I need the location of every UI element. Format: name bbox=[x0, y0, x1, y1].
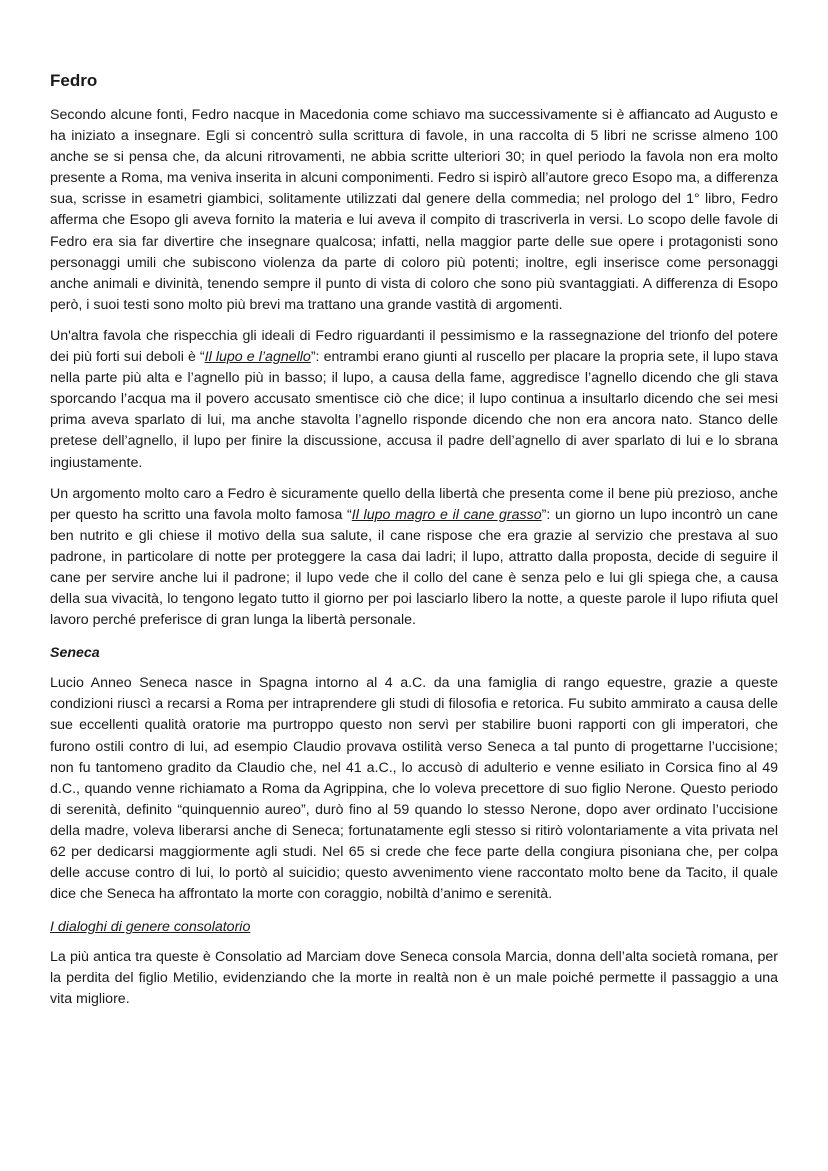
heading-dialoghi-consolatori: I dialoghi di genere consolatorio bbox=[50, 919, 251, 936]
fedro-paragraph-2 bbox=[50, 326, 778, 474]
fedro-p2-text-after: ”: entrambi erano giunti al ruscello per placare la propria sete, il lupo stava nella parte più alta e l’agnello più in basso; il lupo, a causa della fame, aggredisce l’agnello dicendo che gli stava sporcando l’acqua ma il povero accusato smentisce ciò che dice; il lupo continua a insultarlo dicendo che sei mesi prima aveva sparlato di lui, ma anche stavolta l’agnello risponde dicendo che non era ancora nato. Stanco delle pretese dell’agnello, il lupo per finire la discussione, accusa il padre dell’agnello di aver sparlato di lui e lo sbrana ingiustamente. bbox=[50, 349, 778, 471]
seneca-paragraph-1: Lucio Anneo Seneca nasce in Spagna intorno al 4 a.C. da una famiglia di rango equestre, grazie a queste condizioni riuscì a recarsi a Roma per intraprendere gli studi di filosofia e retorica. Fu subito ammirato a causa delle sue eccellenti qualità oratorie ma purtroppo questo non servì per stabilire buoni rapporti con gli imperatori, che furono ostili contro di lui, ad esempio Claudio provava ostilità verso Seneca a tal punto di progettarne l’uccisione; non fu tantomeno gradito da Claudio che, nel 41 a.C., lo accusò di adulterio e venne esiliato in Corsica fino al 49 d.C., quando venne richiamato a Roma da Agrippina, che lo voleva precettore di suo figlio Nerone. Questo periodo di serenità, definito “quinquennio aureo”, durò fino al 59 quando lo stesso Nerone, dopo aver ordinato l’uccisione della madre, voleva liberarsi anche di Seneca; fortunatamente egli stesso si ritirò volontariamente a vita privata nel 62 per dedicarsi maggiormente agli studi. Nel 65 si crede che fece parte della congiura pisoniana che, per colpa delle accuse contro di lui, lo portò al suicidio; questo avvenimento viene raccontato molto bene da Tacito, il quale dice che Seneca ha affrontato la morte con coraggio, nobiltà d’animo e serenità. bbox=[50, 675, 778, 903]
fedro-p2-text-before: Un'altra favola che rispecchia gli ideali di Fedro riguardanti il pessimismo e la rassegnazione del trionfo del potere dei più forti sui deboli è “ bbox=[50, 327, 778, 366]
fedro-p3-text-after: ”: un giorno un lupo incontrò un cane ben nutrito e gli chiese il motivo della sua salute, il cane rispose che era grazie al servizio che prestava al suo padrone, in particolare di notte per proteggere la casa dai ladri; il lupo, attratto dalla proposta, decide di seguire il cane per servire anche lui il padrone; il lupo vede che il collo del cane è senza pelo e lui gli spiega che, a causa della sua vivacità, lo tengono legato tutto il giorno per poi lasciarlo libero la notte, a queste parole il lupo rifiuta quel lavoro perché preferisce di gran lunga la libertà personale. bbox=[50, 506, 779, 629]
dialoghi-paragraph-1: La più antica tra queste è Consolatio ad Marciam dove Seneca consola Marcia, donna dell’alta società romana, per la perdita del figlio Metilio, evidenziando che la morte in realtà non è un male poiché permette il passaggio a una vita migliore. bbox=[50, 949, 778, 1008]
fable-title-lupo-agnello: Il lupo e l’agnello bbox=[204, 349, 311, 366]
fedro-paragraph-3 bbox=[50, 484, 778, 632]
heading-seneca: Seneca bbox=[50, 645, 100, 662]
fedro-paragraph-1: Secondo alcune fonti, Fedro nacque in Macedonia come schiavo ma successivamente si è affiancato ad Augusto e ha iniziato a insegnare. Egli si concentrò sulla scrittura di favole, in una raccolta di 5 libri ne scrisse almeno 100 anche se si pensa che, da alcuni ritrovamenti, ne abbia scritte ulteriori 30; in quel periodo la favola non era molto presente a Roma, ma veniva inserita in alcuni componimenti. Fedro si ispirò all’autore greco Esopo ma, a differenza sua, scrisse in esametri giambici, solitamente utilizzati dal genere della commedia; nel prologo del 1° libro, Fedro afferma che Esopo gli aveva fornito la materia e lui aveva il compito di trascriverla in versi. Lo scopo delle favole di Fedro era sia far divertire che insegnare qualcosa; infatti, nella maggior parte delle sue opere i protagonisti sono personaggi umili che subiscono violenza da parte di coloro più potenti; inoltre, egli inserisce come personaggi anche animali e divinità, tenendo sempre il punto di vista di coloro che sono più svantaggiati. A differenza di Esopo però, i suoi testi sono molto più brevi ma trattano una grande vastità di argomenti. bbox=[50, 107, 778, 313]
fedro-p3-text-before: Un argomento molto caro a Fedro è sicuramente quello della libertà che presenta come il bene più prezioso, anche per questo ha scritto una favola molto famosa “ bbox=[50, 485, 778, 523]
document-page bbox=[50, 70, 778, 1021]
heading-fedro: Fedro bbox=[50, 71, 98, 90]
fable-title-lupo-cane: Il lupo magro e il cane grasso bbox=[351, 506, 542, 523]
